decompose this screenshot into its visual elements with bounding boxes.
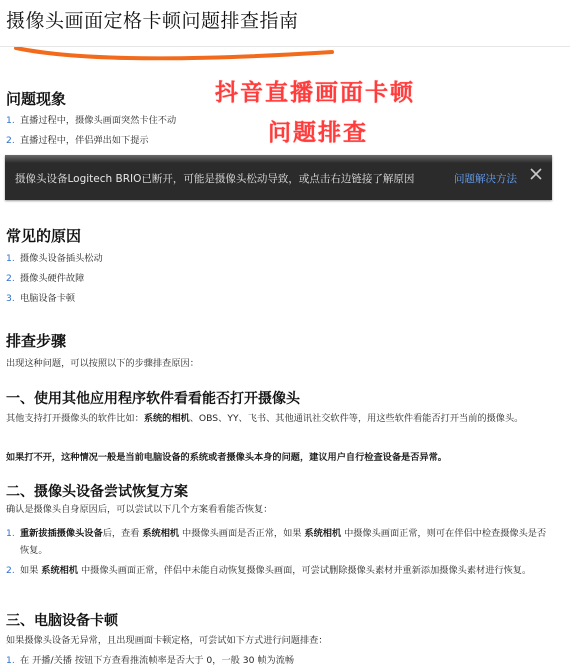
item1-bold3: 系统相机 bbox=[304, 528, 342, 539]
close-icon[interactable] bbox=[525, 165, 547, 187]
item2-post: 中摄像头画面正常，伴侣中未能自动恢复摄像头画面，可尝试删除摄像头素材并重新添加摄像头素材进行恢复。 bbox=[80, 565, 532, 576]
page-title: 摄像头画面定格卡顿问题排查指南 bbox=[6, 10, 299, 32]
item2-pre: 如果 bbox=[20, 565, 39, 576]
notice-message: 摄像头设备Logitech BRIO已断开，可能是摄像头松动导致，或点击右边链接了解原因 bbox=[15, 173, 415, 185]
section1-heading: 一、使用其他应用程序软件看看能否打开摄像头 bbox=[6, 391, 300, 407]
section1-paragraph bbox=[6, 410, 554, 427]
list-text: 直播过程中，伴侣弹出如下提示 bbox=[20, 135, 149, 146]
steps-intro: 出现这种问题，可以按照以下的步骤排查原因： bbox=[6, 358, 199, 369]
list-item bbox=[6, 134, 176, 147]
list-number: 1. bbox=[6, 655, 15, 666]
causes-list bbox=[6, 252, 103, 312]
notice-top-strip bbox=[5, 155, 552, 163]
disconnect-notice-bar bbox=[5, 155, 552, 200]
list-number: 3. bbox=[6, 293, 15, 304]
list-number: 2. bbox=[6, 565, 15, 576]
overlay-caption-line1: 抖音直播画面卡顿 bbox=[215, 80, 415, 106]
list-text: 直播过程中，摄像头画面突然卡住不动 bbox=[20, 115, 177, 126]
section2-heading: 二、摄像头设备尝试恢复方案 bbox=[6, 484, 188, 500]
steps-heading: 排查步骤 bbox=[6, 332, 67, 350]
item1-end: 中摄像头画面正常，则可在伴侣中检查摄像头是否恢复。 bbox=[20, 528, 547, 556]
symptoms-heading: 问题现象 bbox=[6, 90, 67, 108]
causes-heading: 常见的原因 bbox=[6, 227, 82, 245]
section2-item2 bbox=[6, 562, 554, 579]
section1-note: 如果打不开，这种情况一般是当前电脑设备的系统或者摄像头本身的问题，建议用户自行检查设备是否异常。 bbox=[6, 452, 447, 463]
list-item bbox=[6, 114, 176, 127]
notice-help-link[interactable]: 问题解决方法 bbox=[454, 173, 517, 185]
title-divider bbox=[0, 46, 570, 47]
section1-para-pre: 其他支持打开摄像头的软件比如： bbox=[6, 413, 144, 424]
orange-underline-scribble bbox=[14, 38, 334, 64]
section2-intro: 确认是摄像头自身原因后，可以尝试以下几个方案看看能否恢复： bbox=[6, 504, 273, 515]
symptoms-list bbox=[6, 114, 176, 154]
item1-mid1: 后，查看 bbox=[102, 528, 140, 539]
section3-item1-text: 在 开播/关播 按钮下方查看推流帧率是否大于 0，一般 30 帧为流畅 bbox=[20, 655, 295, 666]
list-number: 2. bbox=[6, 135, 15, 146]
list-number: 1. bbox=[6, 115, 15, 126]
list-item bbox=[6, 272, 103, 285]
item1-bold2: 系统相机 bbox=[142, 528, 180, 539]
list-text: 摄像头硬件故障 bbox=[20, 273, 85, 284]
list-item bbox=[6, 252, 103, 265]
item1-mid2: 中摄像头画面是否正常，如果 bbox=[182, 528, 302, 539]
section1-para-bold: 系统的相机 bbox=[143, 413, 190, 424]
section3-heading: 三、电脑设备卡顿 bbox=[6, 613, 118, 629]
section3-item1 bbox=[6, 652, 554, 669]
list-item bbox=[6, 292, 103, 305]
list-text: 摄像头设备插头松动 bbox=[20, 253, 103, 264]
list-number: 1. bbox=[6, 528, 15, 539]
section2-item1 bbox=[6, 525, 554, 559]
overlay-caption-line2: 问题排查 bbox=[268, 120, 368, 146]
section1-para-post: 、OBS、YY、飞书、其他通讯社交软件等，用这些软件看能否打开当前的摄像头。 bbox=[189, 413, 524, 424]
item2-bold: 系统相机 bbox=[41, 565, 79, 576]
section3-intro: 如果摄像头设备无异常，且出现画面卡顿定格，可尝试如下方式进行问题排查： bbox=[6, 635, 328, 646]
item1-bold1: 重新拔插摄像头设备 bbox=[20, 528, 103, 539]
list-number: 2. bbox=[6, 273, 15, 284]
list-number: 1. bbox=[6, 253, 15, 264]
list-text: 电脑设备卡顿 bbox=[20, 293, 76, 304]
